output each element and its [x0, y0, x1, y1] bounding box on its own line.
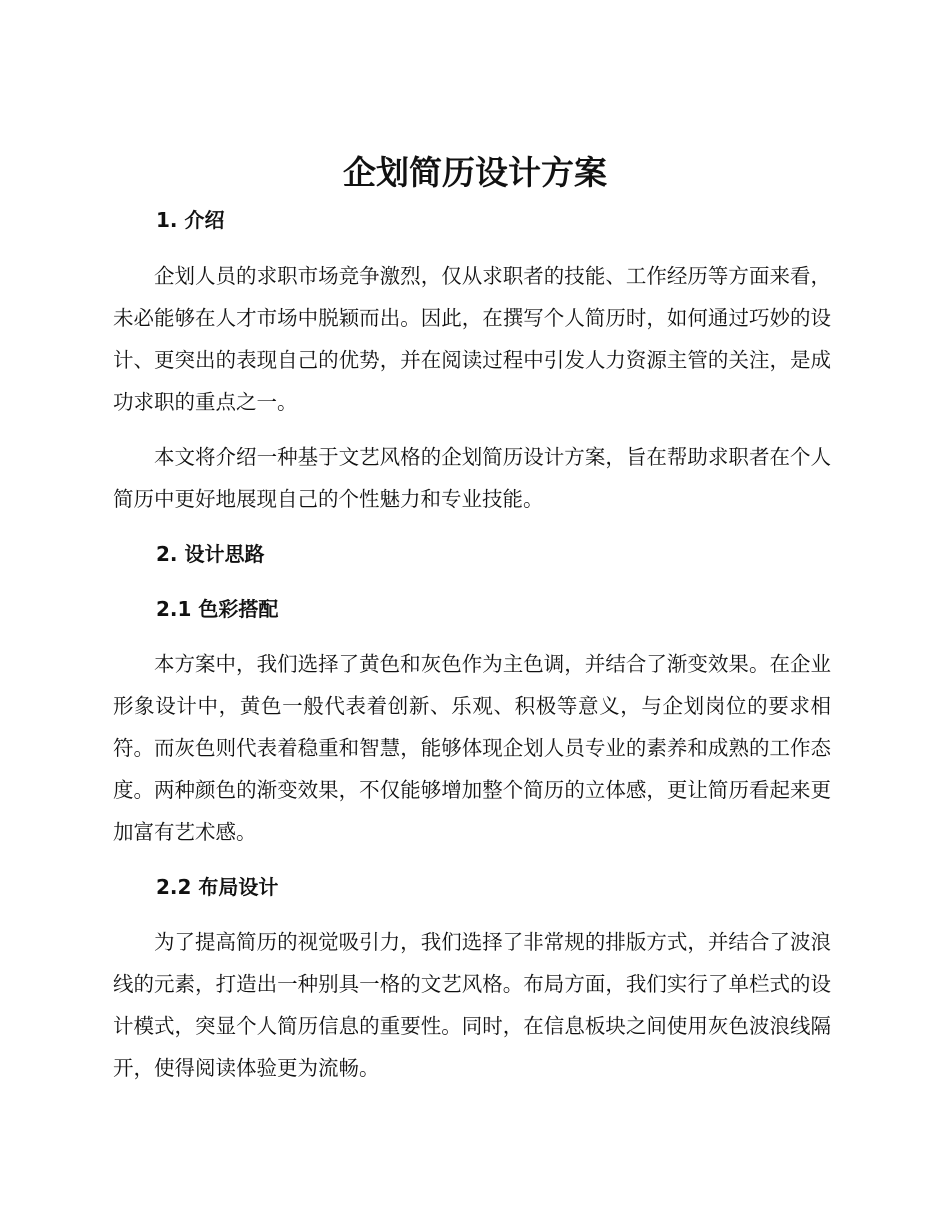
section-heading-layout-design: 2.2 布局设计 [156, 875, 279, 899]
section-heading-introduction: 1. 介绍 [156, 208, 225, 232]
section-heading-design-ideas: 2. 设计思路 [156, 542, 265, 566]
paragraph-layout-design: 为了提高简历的视觉吸引力，我们选择了非常规的排版方式，并结合了波浪线的元素，打造出一种别具一格的文艺风格。布局方面，我们实行了单栏式的设计模式，突显个人简历信息的重要性。同时，在信息板块之间使用灰色波浪线隔开，使得阅读体验更为流畅。 [113, 930, 831, 1080]
paragraph-introduction-1: 企划人员的求职市场竞争激烈，仅从求职者的技能、工作经历等方面来看，未必能够在人才市场中脱颖而出。因此，在撰写个人简历时，如何通过巧妙的设计、更突出的表现自己的优势，并在阅读过程中引发人力资源主管的关注，是成功求职的重点之一。 [113, 264, 831, 414]
page-title: 企划简历设计方案 [343, 153, 607, 192]
section-heading-color-scheme: 2.1 色彩搭配 [156, 597, 279, 621]
paragraph-color-scheme: 本方案中，我们选择了黄色和灰色作为主色调，并结合了渐变效果。在企业形象设计中，黄色一般代表着创新、乐观、积极等意义，与企划岗位的要求相符。而灰色则代表着稳重和智慧，能够体现企划人员专业的素养和成熟的工作态度。两种颜色的渐变效果，不仅能够增加整个简历的立体感，更让简历看起来更加富有艺术感。 [113, 652, 831, 844]
paragraph-introduction-2: 本文将介绍一种基于文艺风格的企划简历设计方案，旨在帮助求职者在个人简历中更好地展现自己的个性魅力和专业技能。 [113, 445, 831, 511]
